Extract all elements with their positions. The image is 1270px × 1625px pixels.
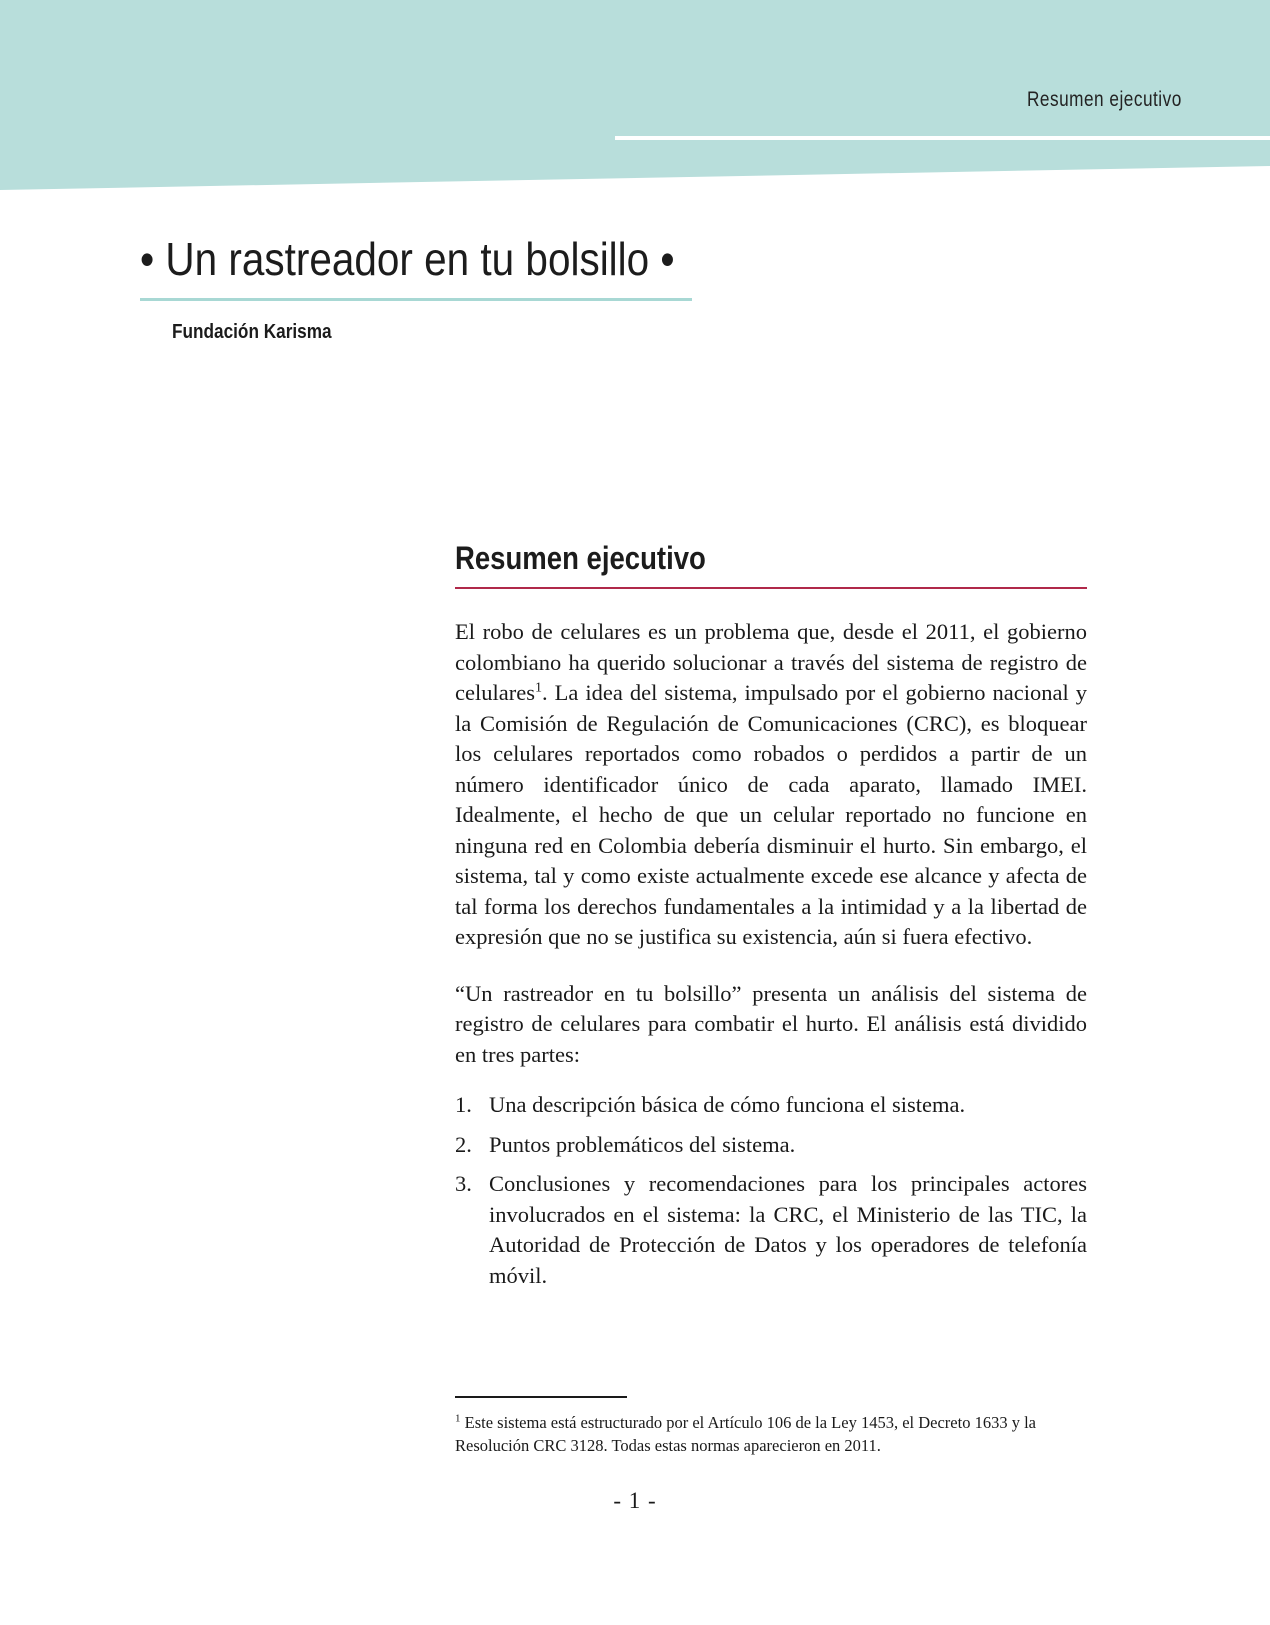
paragraph-1-part-b: . La idea del sistema, impulsado por el gobierno nacional y la Comisión de Regulación de Comunicaciones (CRC), es bloquear los celulares reportados como robados o perdidos a partir de un número identificador único de cada aparato, llamado IMEI. Idealmente, el hecho de que un celular reportado no funcione en ninguna red en Colombia debería disminuir el hurto. Sin embargo, el sistema, tal y como existe actualmente excede ese alcance y afecta de tal forma los derechos fundamentales a la intimidad y a la libertad de expresión que no se justifica su existencia, aún si fuera efectivo. xyxy=(455,680,1087,949)
footnote-1 xyxy=(455,1411,1087,1457)
document-author: Fundación Karisma xyxy=(172,321,332,343)
main-content-column xyxy=(455,540,1087,1291)
page-number: - 1 - xyxy=(613,1488,657,1513)
list-item: Puntos problemáticos del sistema. xyxy=(489,1131,796,1157)
title-underline-rule xyxy=(140,298,692,301)
running-head: Resumen ejecutivo xyxy=(1027,88,1182,111)
paragraph-2: “Un rastreador en tu bolsillo” presenta un análisis del sistema de registro de celulares para combatir el hurto. El análisis está dividido en tres partes: xyxy=(455,980,1087,1067)
footnote-body: Este sistema está estructurado por el Artículo 106 de la Ley 1453, el Decreto 1633 y la Resolución CRC 3128. Todas estas normas aparecieron en 2011. xyxy=(455,1413,1036,1455)
paragraph-1 xyxy=(455,617,1087,953)
list-item: Una descripción básica de cómo funciona el sistema. xyxy=(489,1092,966,1117)
analysis-parts-list xyxy=(455,1090,1087,1291)
section-heading-rule xyxy=(455,587,1087,589)
header-white-rule xyxy=(615,136,1270,140)
footnote-marker: 1 xyxy=(455,1412,461,1425)
footnote-area xyxy=(455,1396,1087,1457)
footnote-separator-rule xyxy=(455,1396,627,1398)
list-item: Conclusiones y recomendaciones para los principales actores involucrados en el sistema: la CRC, el Ministerio de las TIC, la Autoridad de Protección de Datos y los operadores de telefonía móvil. xyxy=(489,1171,1087,1288)
footnote-reference-1[interactable]: 1 xyxy=(534,680,542,696)
title-block xyxy=(140,232,700,344)
page-title: • Un rastreador en tu bolsillo • xyxy=(140,233,675,285)
paragraph-1-part-a: El robo de celulares es un problema que, desde el 2011, el gobierno colombiano ha querido solucionar a través del sistema de registro de celulares xyxy=(455,619,1087,705)
section-heading: Resumen ejecutivo xyxy=(455,540,706,576)
